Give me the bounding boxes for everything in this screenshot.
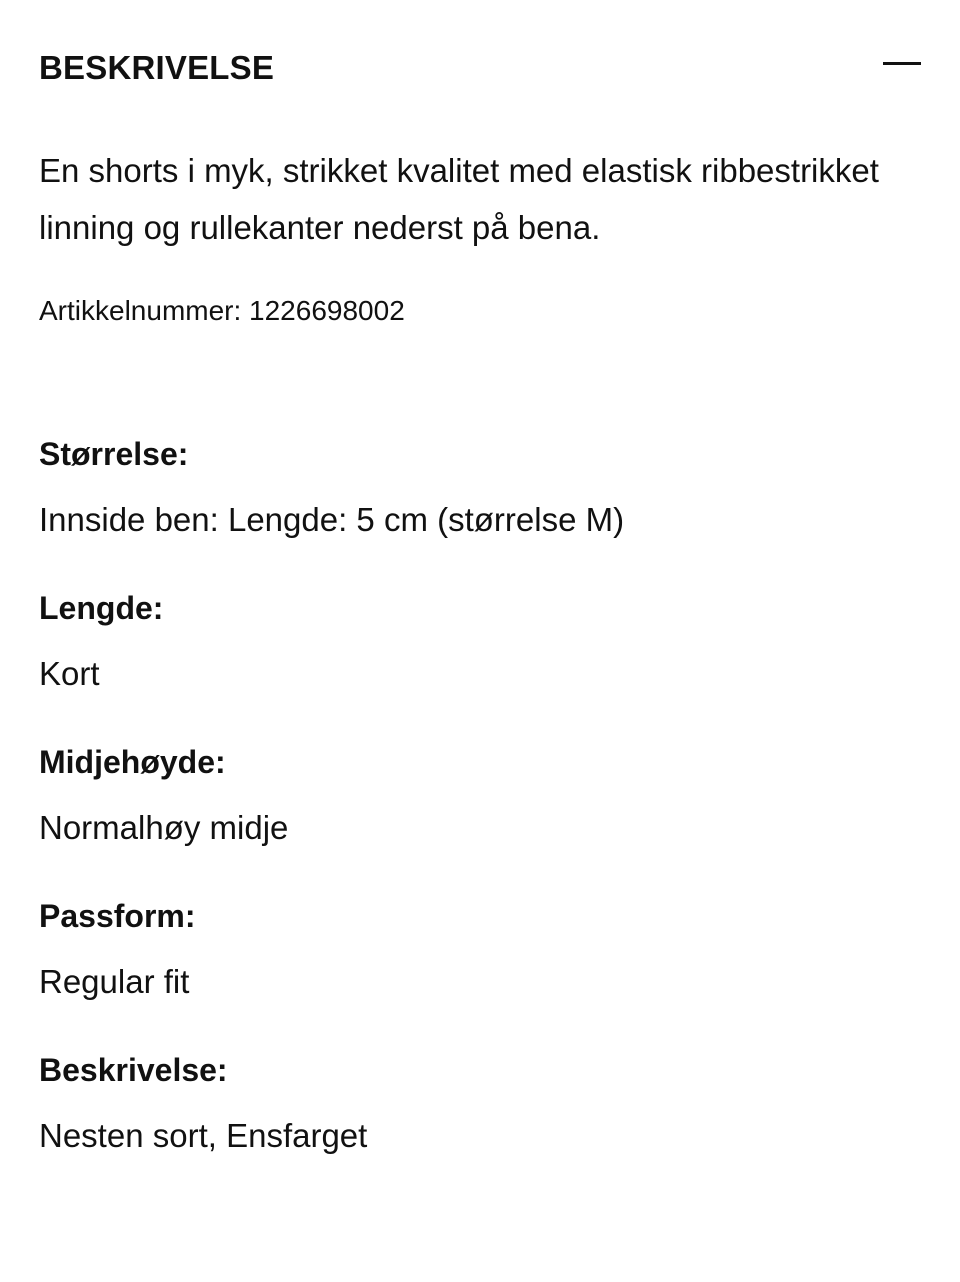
attribute-value: Regular fit: [39, 963, 190, 1000]
attribute-label: Lengde:: [39, 590, 164, 626]
attribute-value: Nesten sort, Ensfarget: [39, 1117, 368, 1154]
attribute-value: Innside ben: Lengde: 5 cm (størrelse M): [39, 501, 625, 538]
attribute-length: [39, 586, 919, 740]
article-number: Artikkelnummer: 1226698002: [39, 295, 405, 326]
attribute-label: Passform:: [39, 898, 196, 934]
attribute-value: Normalhøy midje: [39, 809, 289, 846]
attribute-value: Kort: [39, 655, 100, 692]
attribute-label: Størrelse:: [39, 436, 189, 472]
attribute-label: Beskrivelse:: [39, 1052, 228, 1088]
attribute-waist-height: [39, 740, 919, 894]
collapse-button[interactable]: [881, 46, 921, 86]
minus-icon: [883, 62, 921, 65]
section-title: BESKRIVELSE: [39, 49, 275, 86]
attribute-size: [39, 432, 919, 586]
attribute-description: [39, 1048, 919, 1202]
product-attributes: [39, 432, 919, 1202]
attribute-label: Midjehøyde:: [39, 744, 226, 780]
product-description: En shorts i myk, strikket kvalitet med elastisk ribbestrikket linning og rullekanter nederst på bena.: [39, 152, 879, 246]
accordion-header[interactable]: [39, 46, 921, 90]
attribute-fit: [39, 894, 919, 1048]
